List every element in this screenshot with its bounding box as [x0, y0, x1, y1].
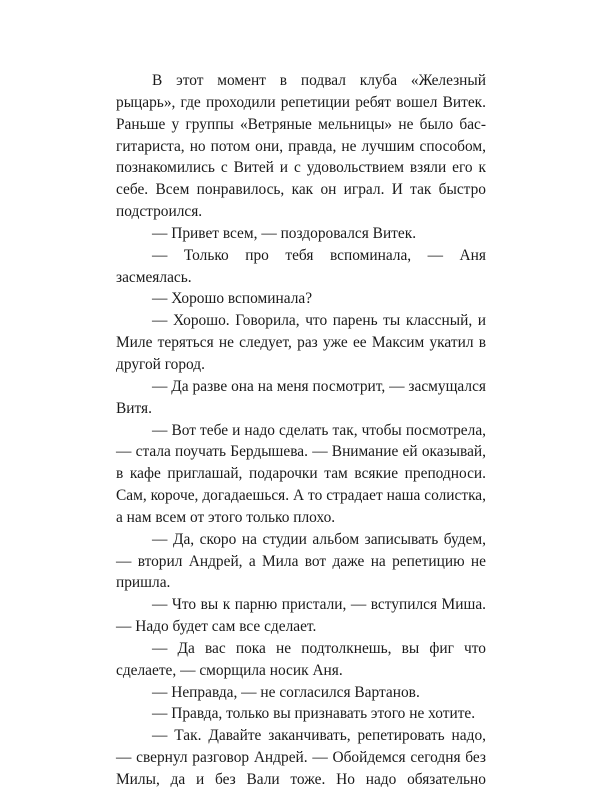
- paragraph-dialogue: — Привет всем, — поздоровался Витек.: [152, 224, 417, 242]
- page-text: [116, 70, 486, 791]
- paragraph-dialogue: — Хорошо вспоминала?: [152, 290, 313, 308]
- paragraph-dialogue: — Только про тебя вспоминала, — Аня засмеялась.: [116, 246, 486, 286]
- paragraph-dialogue: — Что вы к парню пристали, — вступился Миша. — Надо будет сам все сделает.: [116, 596, 486, 636]
- paragraph-dialogue: — Правда, только вы признавать этого не хотите.: [152, 705, 476, 723]
- paragraph-dialogue: — Да, скоро на студии альбом записывать будем, — вторил Андрей, а Мила вот даже на репетицию не пришла.: [116, 530, 486, 592]
- paragraph-dialogue: — Да разве она на меня посмотрит, — засмущался Витя.: [116, 377, 486, 417]
- paragraph-dialogue: — Да вас пока не подтолкнешь, вы фиг что сделаете, — сморщила носик Аня.: [116, 639, 486, 679]
- paragraph-dialogue: — Вот тебе и надо сделать так, чтобы посмотрела, — стала поучать Бердышева. — Внимание ей оказывай, в кафе приглашай, подарочки там всякие преподноси. Сам, короче, догадаешься. А то страдает наша солистка, а нам всем от этого только плохо.: [116, 421, 486, 526]
- paragraph-dialogue: — Неправда, — не согласился Вартанов.: [152, 683, 420, 701]
- paragraph-narration: В этот момент в подвал клуба «Железный рыцарь», где проходили репетиции ребят вошел Витек. Раньше у группы «Ветряные мельницы» не было бас-гитариста, но потом они, правда, не лучшим способом, познакомились с Витей и с удовольствием взяли его к себе. Всем понравилось, как он играл. И так быстро подстроился.: [116, 72, 486, 221]
- paragraph-dialogue-continued: — Так. Давайте заканчивать, репетировать надо, — свернул разговор Андрей. — Обойдемся сегодня без Милы, да и без Вали тоже. Но надо обязательно: [116, 727, 486, 788]
- paragraph-dialogue: — Хорошо. Говорила, что парень ты классный, и Миле теряться не следует, раз уже ее Максим укатил в другой город.: [116, 312, 486, 373]
